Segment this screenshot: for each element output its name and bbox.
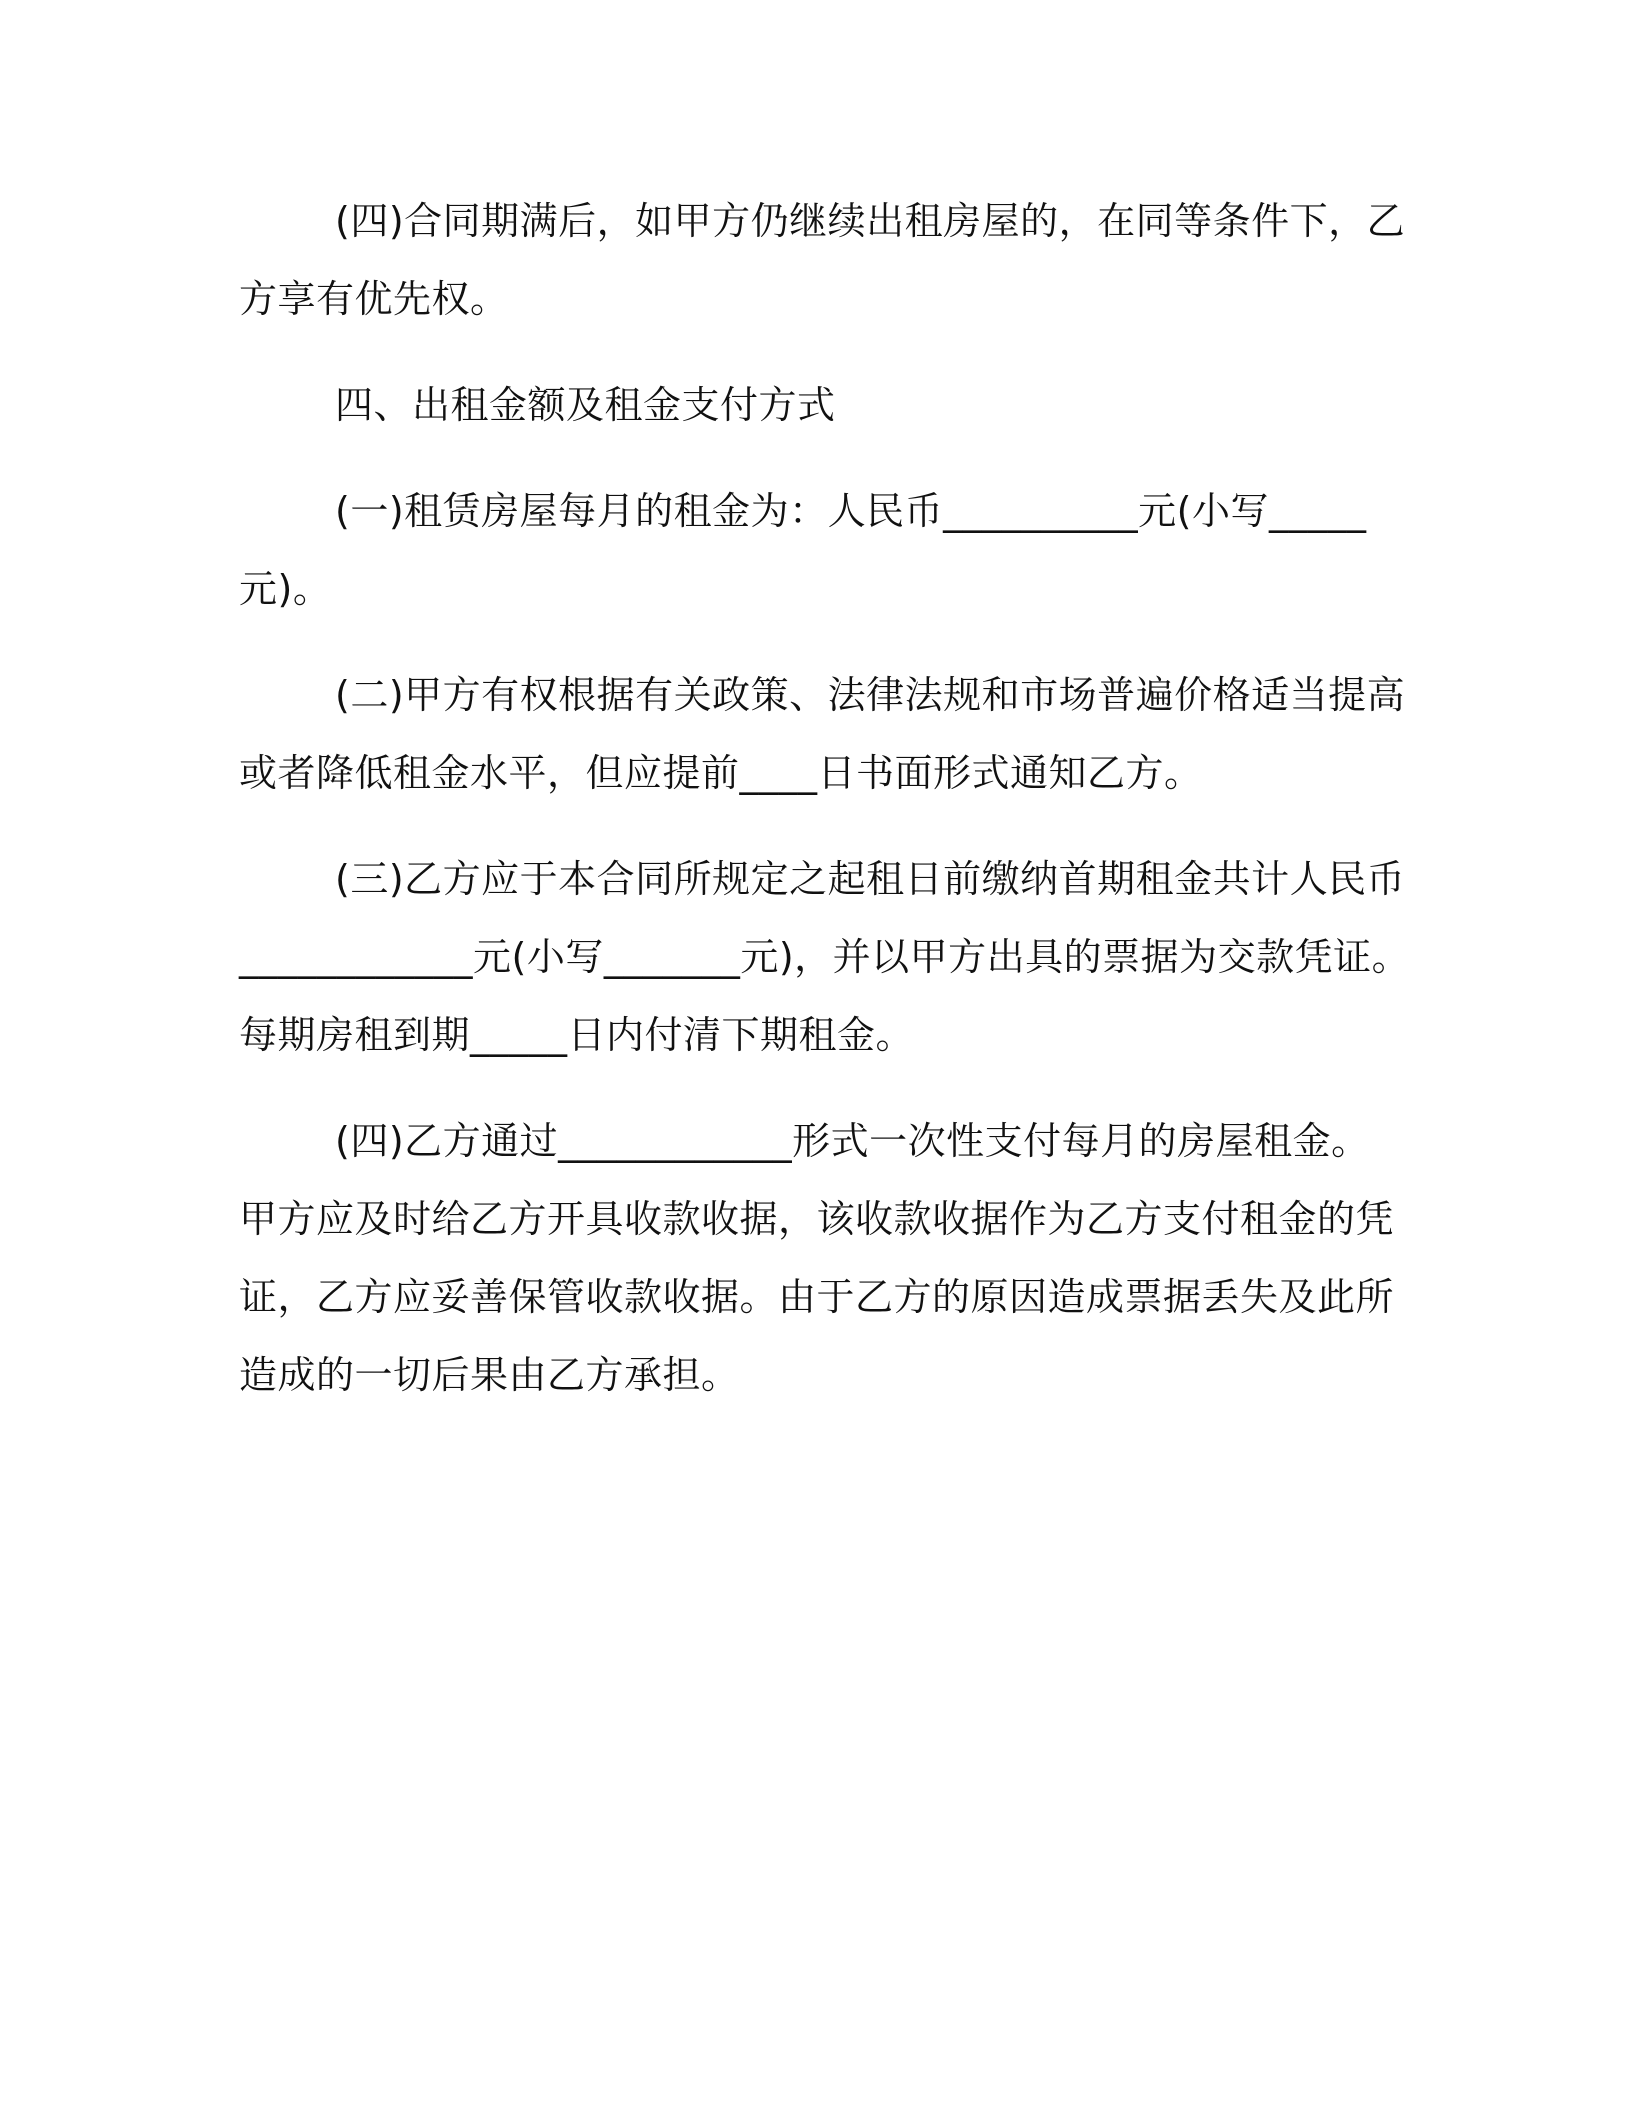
text-line: 每期房租到期_____日内付清下期租金。	[239, 1013, 915, 1057]
paragraph-renewal-priority	[239, 182, 1406, 338]
text-line: (一)租赁房屋每月的租金为：人民币__________元(小写_____	[335, 489, 1367, 533]
document-body	[239, 182, 1411, 1442]
paragraph-rent-adjustment	[239, 656, 1406, 812]
text-line: 造成的一切后果由乙方承担。	[239, 1353, 740, 1397]
text-line: 方享有优先权。	[239, 277, 509, 321]
paragraph-first-payment	[239, 840, 1411, 1074]
text-line: (四)合同期满后，如甲方仍继续出租房屋的，在同等条件下，乙	[335, 199, 1406, 243]
section-heading: 四、出租金额及租金支付方式	[335, 383, 836, 427]
text-line: 甲方应及时给乙方开具收款收据，该收款收据作为乙方支付租金的凭	[239, 1197, 1395, 1241]
text-line: 元)。	[239, 567, 332, 611]
text-line: 证，乙方应妥善保管收款收据。由于乙方的原因造成票据丢失及此所	[239, 1275, 1395, 1319]
text-line: 或者降低租金水平，但应提前____日书面形式通知乙方。	[239, 751, 1203, 795]
paragraph-monthly-rent	[239, 472, 1399, 628]
text-line: (三)乙方应于本合同所规定之起租日前缴纳首期租金共计人民币	[335, 857, 1406, 901]
text-line: (四)乙方通过____________形式一次性支付每月的房屋租金。	[335, 1119, 1370, 1163]
section-heading-rent	[239, 366, 1399, 444]
paragraph-payment-method	[239, 1102, 1399, 1414]
text-line: (二)甲方有权根据有关政策、法律法规和市场普遍价格适当提高	[335, 673, 1406, 717]
text-line: ____________元(小写_______元)，并以甲方出具的票据为交款凭证。	[239, 935, 1411, 979]
